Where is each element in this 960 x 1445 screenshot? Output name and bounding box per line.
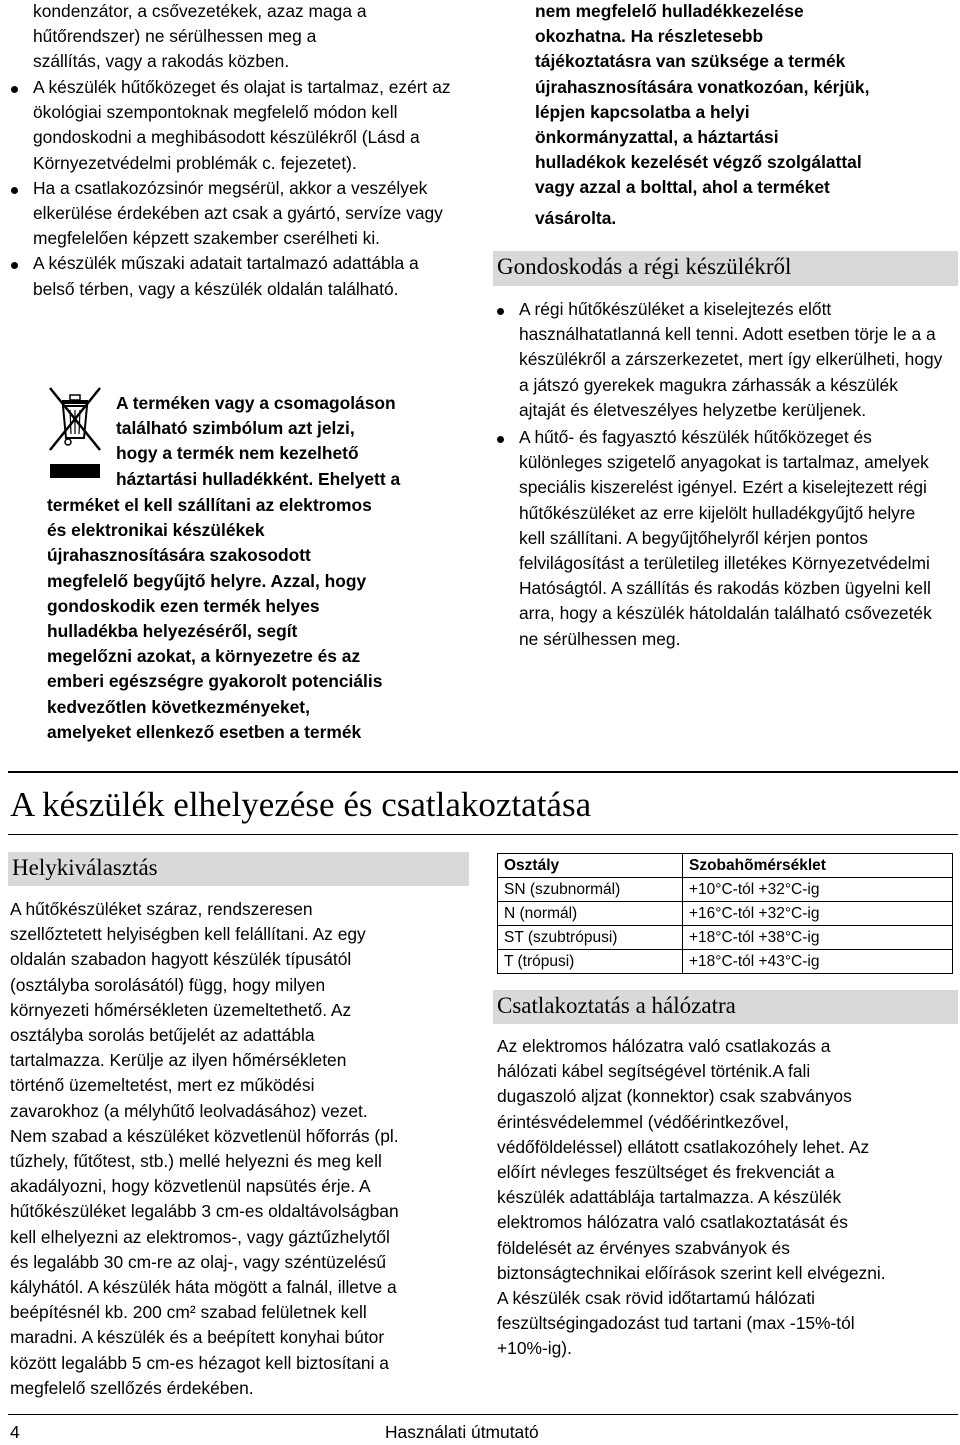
text-line: kedvezőtlen következményeket,: [47, 696, 310, 717]
text-line: hűtőkészüléket legalább 3 cm-es oldaltávolságban: [10, 1201, 399, 1222]
text-line: között legalább 5 cm-es hézagot kell biztosítani a: [10, 1352, 389, 1373]
text-line: zavarokhoz (a mélyhűtő leolvadásához) vezet.: [10, 1100, 368, 1121]
text-line: emberi egészségre gyakorolt potenciális: [47, 671, 383, 692]
text-line: A terméken vagy a csomagoláson: [116, 393, 396, 413]
text-line: Nem szabad a készüléket közvetlenül hőforrás (pl.: [10, 1125, 399, 1146]
page-number: 4: [10, 1422, 20, 1442]
text-line: tűzhely, fűtőtest, stb.) mellé helyezni és meg kell: [10, 1151, 382, 1172]
table-cell: T (trópusi): [498, 950, 683, 974]
text-line: A hűtőkészüléket száraz, rendszeresen: [10, 899, 313, 919]
text-line: hálózati kábel segítségével történik.A fali: [497, 1061, 811, 1082]
text-line: terméket el kell szállítani az elektromos: [47, 495, 372, 515]
table-cell: +10°C-tól +32°C-ig: [683, 878, 953, 902]
section-heading-old-appliance: [493, 251, 958, 286]
left-bullet-list: [9, 75, 454, 302]
heading-text: Gondoskodás a régi készülékről: [497, 254, 792, 279]
section-rule-bottom: [8, 834, 958, 835]
footer-title: Használati útmutató: [385, 1422, 539, 1442]
text-line: beépítésnél kb. 200 cm² szabad felületnek kell: [10, 1302, 367, 1323]
list-item: A hűtő- és fagyasztó készülék hűtőközeget és különleges szigetelő anyagokat is tartalmaz, amelyek speciális kiszerelést igényel. Ezért a kiselejtezett régi hűtőkészüléket az erre kijelölt hulladékgyűjtő helyre kell szállítani. A begyűjtőhelyről kérjen pontos felvilágosítást a területileg illetékes Környezetvédelmi Hatóságtól. A szállítás és rakodás közben ügyelni kell arra, hogy a készülék hátoldalán található csővezeték ne sérülhessen meg.: [495, 425, 945, 652]
weee-full-text: [47, 493, 477, 745]
text-line: hogy a termék nem kezelhető: [116, 443, 359, 464]
table-row: [498, 902, 953, 926]
text-line: gondoskodik ezen termék helyes: [47, 595, 320, 616]
text-line: akadályozni, hogy közvetlenül napsütés érje. A: [10, 1176, 371, 1197]
crossed-out-wheelie-bin-icon: [46, 384, 104, 480]
footer-rule: [8, 1414, 958, 1415]
text-line: megelőzni azokat, a környezetre és az: [47, 646, 361, 667]
section-heading-mains: [493, 990, 958, 1024]
mains-text: [497, 1034, 957, 1362]
text-line: feszültségingadozást tud tartani (max -15%-tól: [497, 1313, 855, 1334]
table-header-row: [498, 854, 953, 878]
text-line: készülék adattáblája tartalmazza. A készülék: [497, 1187, 842, 1208]
text-line: maradni. A készülék és a beépített konyhai bútor: [10, 1327, 385, 1348]
text-line: hulladékba helyezéséről, segít: [47, 621, 298, 642]
text-line: elektromos hálózatra való csatlakoztatását és: [497, 1212, 848, 1233]
text-line: hulladékok kezelését végző szolgálattal: [535, 152, 862, 173]
weee-side-text: [116, 391, 476, 492]
text-line: A készülék csak rövid időtartamú hálózati: [497, 1288, 816, 1309]
table-cell: N (normál): [498, 902, 683, 926]
text-line: újrahasznosítására szakosodott: [47, 545, 311, 566]
text-line: dugaszoló aljzat (konnektor) csak szabványos: [497, 1086, 852, 1107]
table-cell: +18°C-tól +38°C-ig: [683, 926, 953, 950]
text-line: és elektronikai készülékek: [47, 520, 265, 541]
table-row: [498, 926, 953, 950]
list-item: A készülék műszaki adatait tartalmazó adattábla a belső térben, vagy a készülék oldalán található.: [9, 251, 454, 301]
text-line: +10%-ig).: [497, 1338, 572, 1359]
section-rule-top: [8, 771, 958, 773]
text-line: történő üzemeltetést, mert ez működési: [10, 1075, 315, 1096]
text-line: újrahasznosítására vonatkozóan, kérjük,: [535, 76, 870, 97]
text-line: előírt névleges feszültséget és frekvenciát a: [497, 1162, 835, 1183]
text-line: kondenzátor, a csővezetékek, azaz maga a: [33, 1, 367, 21]
text-line: önkormányzattal, a háztartási: [535, 127, 779, 148]
list-item: Ha a csatlakozózsinór megsérül, akkor a veszélyek elkerülése érdekében azt csak a gyártó, servíze vagy megfelelően képzett szakember cserélheti ki.: [9, 176, 454, 252]
text-line: hűtőrendszer) ne sérülhessen meg a: [33, 26, 317, 47]
text-line: megfelelő szellőzés érdekében.: [10, 1377, 254, 1398]
heading-text: Csatlakoztatás a hálózatra: [497, 993, 736, 1018]
table-cell: SN (szubnormál): [498, 878, 683, 902]
text-line: szellőztetett helyiségben kell felállítani. Az egy: [10, 924, 366, 945]
right-continuation-text: [535, 0, 955, 231]
text-line: biztonságtechnikai előírások szerint kell elvégezni.: [497, 1262, 886, 1283]
table-cell: ST (szubtrópusi): [498, 926, 683, 950]
text-line: okozhatna. Ha részletesebb: [535, 26, 764, 47]
text-line: háztartási hulladékként. Ehelyett a: [116, 468, 401, 489]
text-line: kályhától. A készülék háta mögött a falnál, illetve a: [10, 1277, 397, 1298]
text-line: amelyeket ellenkező esetben a termék: [47, 721, 362, 742]
table-row: [498, 878, 953, 902]
list-item: A készülék hűtőközeget és olajat is tartalmaz, ezért az ökológiai szempontoknak megfelelő módon kell gondoskodni a meghibásodott készülékről (Lásd a Környezetvédelmi problémák c. fejezetet).: [9, 75, 454, 176]
text-line: védőföldeléssel) ellátott csatlakozóhely lehet. Az: [497, 1136, 870, 1157]
table-header-cell: Osztály: [498, 854, 683, 878]
text-line: környezeti hőmérsékleten üzemeltethető. Az: [10, 999, 352, 1020]
climate-class-table: [497, 853, 953, 974]
table-cell: +16°C-tól +32°C-ig: [683, 902, 953, 926]
heading-text: Helykiválasztás: [12, 855, 158, 880]
section-heading-placement: [8, 852, 469, 886]
table-cell: +18°C-tól +43°C-ig: [683, 950, 953, 974]
table-row: [498, 950, 953, 974]
right-bullet-list: [495, 297, 945, 652]
table-header-cell: Szobahõmérséklet: [683, 854, 953, 878]
text-line: földelését az érvényes szabványok és: [497, 1237, 790, 1258]
text-line: osztályba sorolás betűjelét az adattábla: [10, 1025, 315, 1046]
text-line: kell elhelyezni az elektromos-, vagy gáztűzhelytől: [10, 1226, 390, 1247]
text-line: vásárolta.: [535, 207, 617, 228]
text-line: (osztályba sorolásától) függ, hogy milyen: [10, 974, 326, 995]
text-line: oldalán szabadon hagyott készülék típusától: [10, 949, 352, 970]
text-line: szállítás, vagy a rakodás közben.: [33, 51, 290, 72]
placement-text: [10, 897, 470, 1401]
left-top-text: [33, 0, 463, 75]
text-line: tartalmazza. Kerülje az ilyen hőmérsékleten: [10, 1050, 347, 1071]
text-line: tájékoztatásra van szüksége a termék: [535, 51, 846, 72]
text-line: Az elektromos hálózatra való csatlakozás a: [497, 1036, 831, 1056]
list-item: A régi hűtőkészüléket a kiselejtezés előtt használhatatlanná kell tenni. Adott esetben törje le a a készülékről a zárszerkezetet, mert így elkerülheti, hogy a játszó gyerekek magukra zárhassák a készülék ajtaját és életveszélyes helyzetbe kerüljenek.: [495, 297, 945, 423]
text-line: érintésvédelemmel (védőérintkezővel,: [497, 1111, 789, 1132]
text-line: vagy azzal a bolttal, ahol a terméket: [535, 177, 830, 198]
section-title: A készülék elhelyezése és csatlakoztatása: [10, 785, 592, 824]
text-line: megfelelő begyűjtő helyre. Azzal, hogy: [47, 570, 367, 591]
text-line: lépjen kapcsolatba a helyi: [535, 101, 750, 122]
text-line: található szimbólum azt jelzi,: [116, 418, 355, 439]
text-line: nem megfelelő hulladékkezelése: [535, 1, 804, 21]
text-line: és legalább 30 cm-re az olaj-, vagy széntüzelésű: [10, 1251, 387, 1272]
